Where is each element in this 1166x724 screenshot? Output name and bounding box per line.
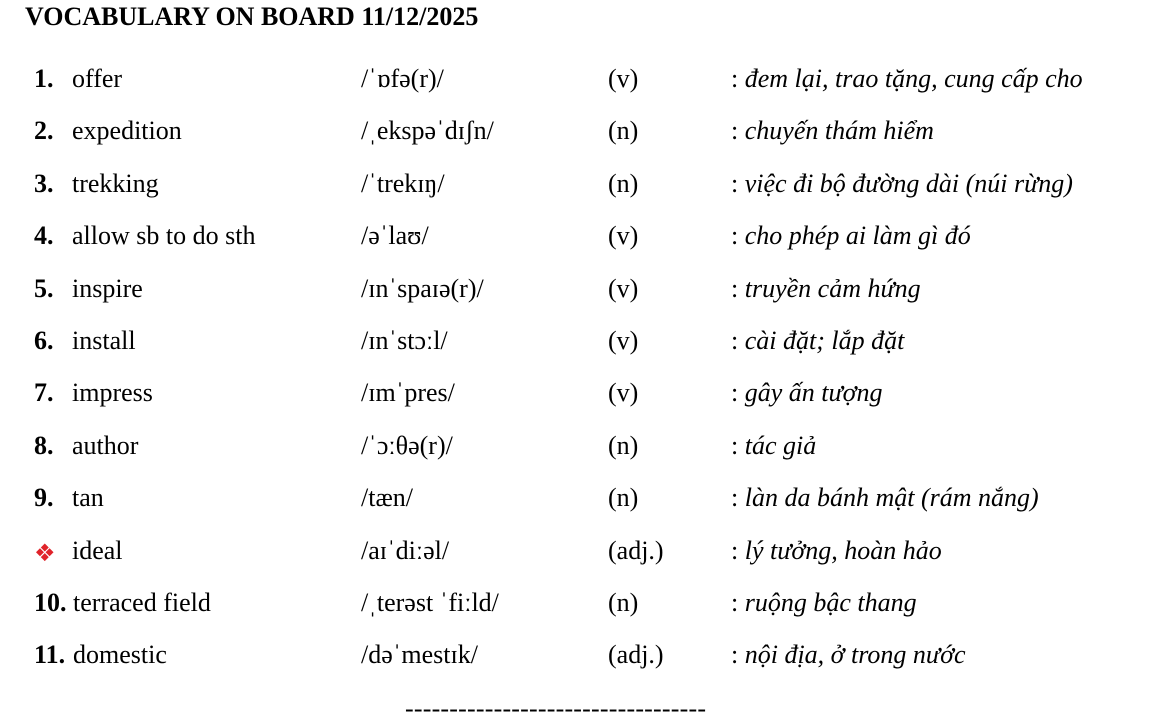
- meaning-text: ruộng bậc thang: [744, 587, 917, 617]
- list-item: [0, 431, 1166, 483]
- vocab-word: offer: [72, 64, 123, 93]
- part-of-speech: (n): [608, 168, 639, 198]
- colon: :: [731, 587, 739, 617]
- list-item: [0, 221, 1166, 273]
- phonetic-transcription: /ˌterəst ˈfiːld/: [361, 587, 499, 617]
- phonetic-transcription: /aɪˈdiːəl/: [361, 535, 450, 565]
- part-of-speech: (v): [608, 64, 639, 93]
- part-of-speech: (v): [608, 273, 639, 303]
- meaning-text: gây ấn tượng: [744, 378, 883, 408]
- list-item: [0, 274, 1166, 326]
- list-item: [0, 483, 1166, 535]
- meaning: [731, 640, 966, 670]
- part-of-speech: (adj.): [608, 535, 664, 565]
- vocab-word: install: [72, 325, 136, 355]
- meaning-text: lý tưởng, hoàn hảo: [744, 535, 942, 565]
- meaning: [731, 169, 1073, 199]
- meaning-text: nội địa, ở trong nước: [744, 640, 966, 670]
- meaning-text: tác giả: [744, 430, 817, 460]
- colon: :: [731, 116, 739, 146]
- meaning: [731, 221, 971, 251]
- meaning: [731, 274, 921, 304]
- list-item: [0, 536, 1166, 588]
- phonetic-transcription: /ˈtrekɪŋ/: [361, 168, 445, 198]
- meaning: [731, 431, 816, 461]
- meaning: [731, 116, 934, 146]
- list-item: [0, 326, 1166, 378]
- part-of-speech: (n): [608, 116, 639, 146]
- phonetic-transcription: /ˈɒfə(r)/: [361, 64, 444, 93]
- item-number: 5.: [34, 273, 54, 303]
- part-of-speech: (n): [608, 483, 639, 513]
- item-number: 3.: [34, 168, 54, 198]
- meaning: [731, 536, 942, 566]
- meaning-text: việc đi bộ đường dài (núi rừng): [744, 168, 1073, 198]
- item-number: 11.: [34, 640, 66, 670]
- item-number: 6.: [34, 325, 54, 355]
- phonetic-transcription: /tæn/: [361, 483, 414, 513]
- diamond-bullet-icon: ❖: [34, 538, 56, 567]
- vocab-word: terraced field: [73, 587, 211, 617]
- vocab-word: ideal: [72, 535, 123, 565]
- colon: :: [731, 535, 739, 565]
- phonetic-transcription: /əˈlaʊ/: [361, 221, 429, 251]
- vocab-word: allow sb to do sth: [72, 221, 256, 251]
- part-of-speech: (v): [608, 221, 639, 251]
- vocab-word: expedition: [72, 116, 182, 146]
- colon: :: [731, 640, 739, 670]
- vocab-word: tan: [72, 483, 104, 513]
- meaning-text: truyền cảm hứng: [744, 273, 921, 303]
- vocabulary-list: [0, 64, 1166, 693]
- colon: :: [731, 64, 739, 93]
- item-number: 9.: [34, 483, 54, 513]
- meaning: [731, 483, 1039, 513]
- list-item: [0, 640, 1166, 692]
- item-number: 2.: [34, 116, 54, 146]
- meaning: [731, 326, 904, 356]
- vocab-word: impress: [72, 378, 153, 408]
- meaning-text: cho phép ai làm gì đó: [744, 221, 971, 251]
- phonetic-transcription: /ɪnˈspaɪə(r)/: [361, 273, 484, 303]
- colon: :: [731, 483, 739, 513]
- meaning: [731, 378, 883, 408]
- meaning-text: chuyến thám hiểm: [744, 116, 934, 146]
- part-of-speech: (n): [608, 587, 639, 617]
- part-of-speech: (adj.): [608, 640, 664, 670]
- phonetic-transcription: /ˈɔːθə(r)/: [361, 430, 453, 460]
- meaning-text: làn da bánh mật (rám nắng): [744, 483, 1039, 513]
- list-item: [0, 169, 1166, 221]
- vocab-word: author: [72, 430, 139, 460]
- item-number: 8.: [34, 430, 54, 460]
- item-number: 4.: [34, 221, 54, 251]
- vocab-word: trekking: [72, 168, 159, 198]
- colon: :: [731, 325, 739, 355]
- item-number: 10.: [34, 587, 67, 617]
- colon: :: [731, 221, 739, 251]
- part-of-speech: (n): [608, 430, 639, 460]
- meaning-text: đem lại, trao tặng, cung cấp cho: [744, 64, 1083, 93]
- colon: :: [731, 273, 739, 303]
- part-of-speech: (v): [608, 325, 639, 355]
- colon: :: [731, 168, 739, 198]
- vocab-word: domestic: [73, 640, 167, 670]
- meaning-text: cài đặt; lắp đặt: [744, 325, 905, 355]
- list-item: [0, 64, 1166, 116]
- phonetic-transcription: /dəˈmestɪk/: [361, 640, 478, 670]
- colon: :: [731, 430, 739, 460]
- item-number: 1.: [34, 64, 54, 93]
- list-item: [0, 378, 1166, 430]
- page-title: VOCABULARY ON BOARD 11/12/2025: [25, 2, 479, 31]
- list-item: [0, 116, 1166, 168]
- phonetic-transcription: /ɪnˈstɔːl/: [361, 325, 448, 355]
- part-of-speech: (v): [608, 378, 639, 408]
- phonetic-transcription: /ˌekspəˈdɪʃn/: [361, 116, 494, 146]
- list-item: [0, 588, 1166, 640]
- meaning: [731, 588, 917, 618]
- phonetic-transcription: /ɪmˈpres/: [361, 378, 455, 408]
- item-number: 7.: [34, 378, 54, 408]
- separator-line: ----------------------------------: [405, 694, 707, 723]
- vocab-word: inspire: [72, 273, 143, 303]
- colon: :: [731, 378, 739, 408]
- meaning: [731, 64, 1083, 94]
